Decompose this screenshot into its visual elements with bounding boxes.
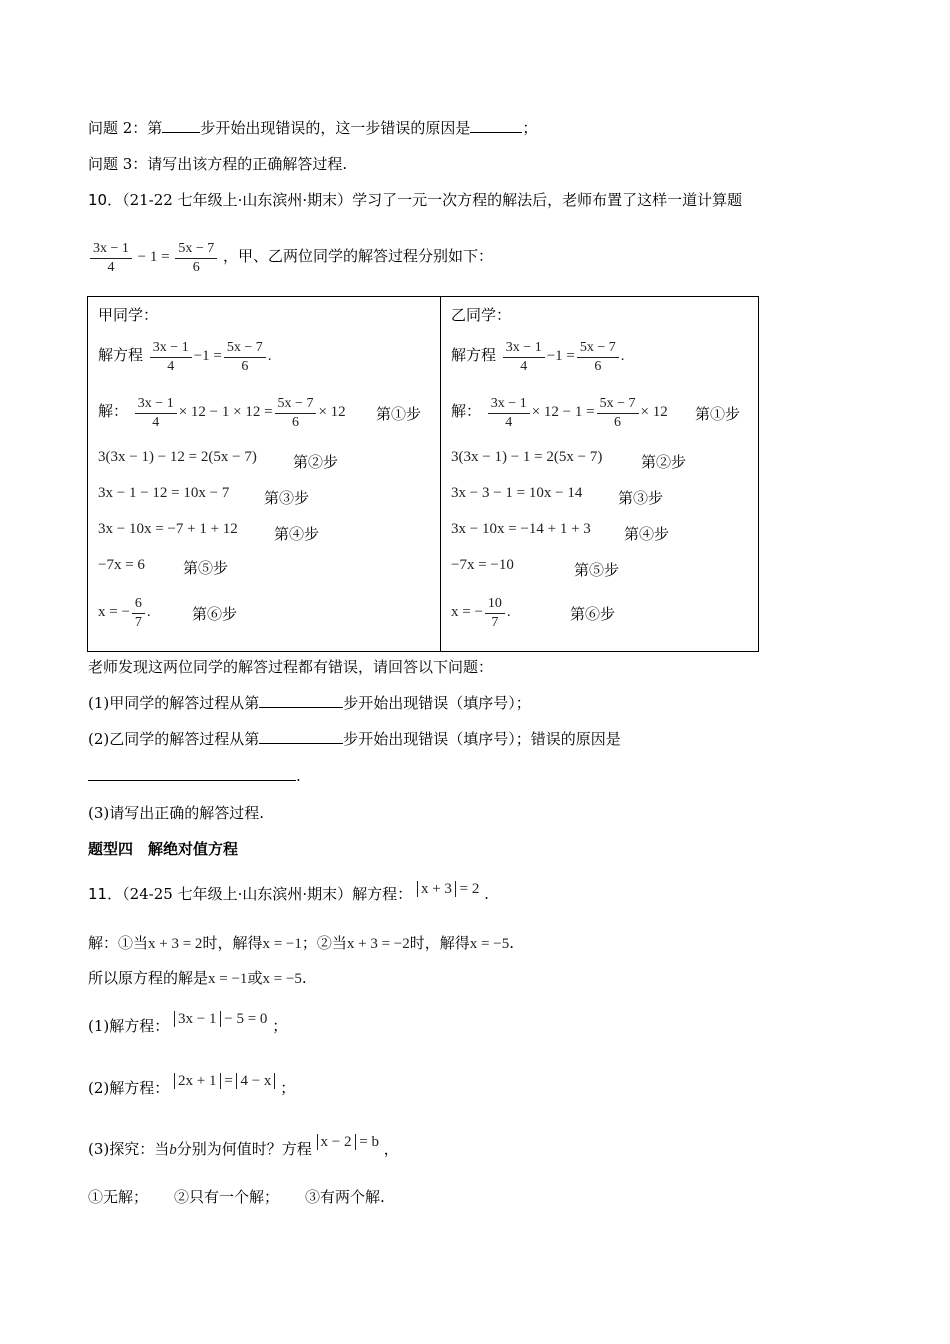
answer-blank[interactable]	[259, 693, 343, 708]
jia-step6: x = − $\frac{6}{7}$ .	[98, 595, 151, 630]
answer-blank[interactable]	[259, 729, 343, 744]
q9-problem3-line: 问题 3：请写出该方程的正确解答过程.	[88, 155, 348, 173]
table-divider	[440, 297, 441, 651]
yi-step3: 3x − 3 − 1 = 10x − 14	[451, 485, 583, 501]
q11-part3: (3)探究：当b分别为何值时？方程 x − 2 = b ，	[88, 1134, 399, 1158]
q11-part2: (2)解方程： 2x + 1 = 4 − x ；	[88, 1073, 296, 1097]
jia-step5: −7x = 6	[98, 557, 145, 573]
yi-step-label-2: 第②步	[641, 453, 687, 471]
q10-part3: (3)请写出正确的解答过程.	[88, 804, 265, 822]
q10-equation: $\frac{3x - 1}{4}$ − 1 = $\frac{5x - 7}{6}$	[88, 249, 223, 265]
jia-step4: 3x − 10x = −7 + 1 + 12	[98, 521, 238, 537]
q10-teacher-note: 老师发现这两位同学的解答过程都有错误，请回答以下问题：	[88, 658, 494, 676]
case-two-solutions: ③有两个解.	[305, 1188, 385, 1206]
jia-step-label-2: 第②步	[293, 453, 339, 471]
answer-blank[interactable]	[162, 118, 200, 133]
q10-intro: 10．（21-22 七年级上·山东滨州·期末）学习了一元一次方程的解法后，老师布置了这样一道计算题	[88, 191, 743, 209]
jia-step1: 解： $\frac{3x - 1}{4}$ × 12 − 1 × 12 = $\frac{5x - 7}{6}$ × 12	[98, 395, 346, 430]
yi-step-label-6: 第⑥步	[570, 605, 616, 623]
yi-step-label-3: 第③步	[618, 489, 664, 507]
solution-table	[87, 296, 759, 652]
jia-step-label-4: 第④步	[274, 525, 320, 543]
jia-step-label-5: 第⑤步	[183, 559, 229, 577]
yi-step-label-1: 第①步	[695, 405, 741, 423]
q11-example-solution: 解：①当x + 3 = 2时，解得x = −1；②当x + 3 = −2时，解得x = −5.	[88, 934, 514, 952]
jia-step2: 3(3x − 1) − 12 = 2(5x − 7)	[98, 449, 257, 465]
jia-title: 甲同学：	[98, 306, 159, 324]
case-one-solution: ②只有一个解；	[174, 1188, 280, 1206]
section-heading: 题型四 解绝对值方程	[88, 840, 239, 858]
yi-step-label-5: 第⑤步	[574, 561, 620, 579]
yi-step5: −7x = −10	[451, 557, 514, 573]
q11-cases	[88, 1187, 385, 1207]
yi-solve-line: 解方程 $\frac{3x - 1}{4}$ −1 = $\frac{5x - 7}{6}$ .	[451, 339, 625, 374]
q11-conclusion: 所以原方程的解是x = −1或x = −5.	[88, 969, 307, 987]
yi-step1: 解： $\frac{3x - 1}{4}$ × 12 − 1 = $\frac{5x - 7}{6}$ × 12	[451, 395, 668, 430]
q11-part1: (1)解方程： 3x − 1 − 5 = 0 ；	[88, 1011, 288, 1035]
yi-step4: 3x − 10x = −14 + 1 + 3	[451, 521, 591, 537]
q10-part2-reason-line: .	[88, 766, 301, 786]
q10-equation-line: $\frac{3x - 1}{4}$ − 1 = $\frac{5x - 7}{6}$ ，甲、乙两位同学的解答过程分别如下：	[88, 236, 493, 277]
yi-step6: x = − $\frac{10}{7}$ .	[451, 595, 511, 630]
jia-step-label-1: 第①步	[376, 405, 422, 423]
answer-blank[interactable]	[470, 118, 522, 133]
jia-step3: 3x − 1 − 12 = 10x − 7	[98, 485, 230, 501]
jia-step-label-6: 第⑥步	[192, 605, 238, 623]
q9-problem2-line: 问题 2：第 步开始出现错误的，这一步错误的原因是 ；	[88, 119, 538, 137]
case-no-solution: ①无解；	[88, 1188, 149, 1206]
yi-step-label-4: 第④步	[624, 525, 670, 543]
q11-intro: 11．（24-25 七年级上·山东滨州·期末）解方程： x + 3 = 2 .	[88, 881, 489, 903]
yi-step2: 3(3x − 1) − 1 = 2(5x − 7)	[451, 449, 603, 465]
q10-part1: (1)甲同学的解答过程从第 步开始出现错误（填序号）；	[88, 694, 531, 712]
q10-part2: (2)乙同学的解答过程从第 步开始出现错误（填序号）；错误的原因是	[88, 730, 621, 748]
answer-blank[interactable]	[88, 766, 296, 781]
jia-step-label-3: 第③步	[264, 489, 310, 507]
yi-title: 乙同学：	[451, 306, 512, 324]
jia-solve-line: 解方程 $\frac{3x - 1}{4}$ −1 = $\frac{5x - 7}{6}$ .	[98, 339, 272, 374]
